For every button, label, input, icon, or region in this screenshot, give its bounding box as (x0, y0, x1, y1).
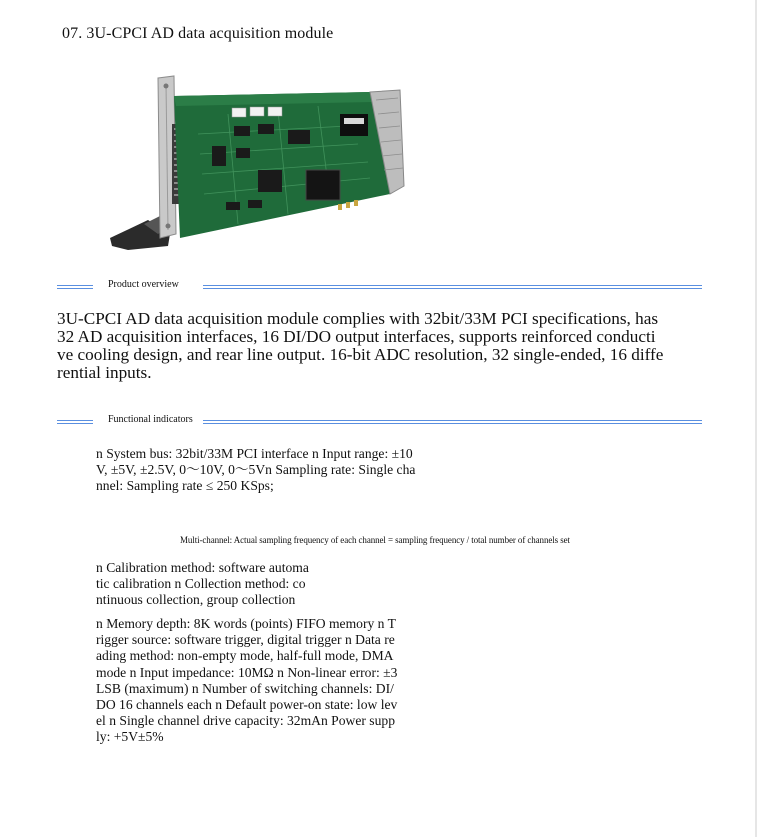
sampling-note: Multi-channel: Actual sampling frequency of each channel = sampling frequency / total number of channels set (180, 535, 570, 545)
indicator-line: V, ±5V, ±2.5V, 0〜10V, 0〜5Vn Sampling rate: Single cha (96, 462, 416, 478)
section-label: Functional indicators (108, 414, 193, 425)
indicator-line: mode n Input impedance: 10MΩ n Non-linear error: ±3 (96, 664, 398, 680)
indicator-line: tic calibration n Collection method: co (96, 576, 306, 592)
indicators-block-3 (96, 616, 397, 746)
indicator-line: LSB (maximum) n Number of switching channels: DI/ (96, 680, 394, 696)
indicator-line: rigger source: software trigger, digital trigger n Data re (96, 632, 395, 648)
section-line-right (203, 420, 702, 424)
indicator-line: n Memory depth: 8K words (points) FIFO memory n T (96, 616, 396, 631)
overview-line: 3U-CPCI AD data acquisition module complies with 32bit/33M PCI specifications, has (57, 309, 659, 328)
indicators-block-2 (96, 560, 309, 609)
overview-line: rential inputs. (57, 363, 152, 382)
page-title: 07. 3U-CPCI AD data acquisition module (62, 25, 334, 42)
section-label: Product overview (108, 279, 179, 290)
indicator-line: nnel: Sampling rate ≤ 250 KSps; (96, 478, 274, 494)
section-header-overview (57, 280, 702, 294)
indicators-block-1 (96, 446, 415, 495)
product-overview-text (57, 310, 697, 382)
indicator-line: ading method: non-empty mode, half-full mode, DMA (96, 648, 394, 664)
indicator-line: ntinuous collection, group collection (96, 592, 296, 608)
section-line-left (57, 285, 93, 289)
product-photo (108, 74, 406, 252)
section-line-left (57, 420, 93, 424)
overview-line: ve cooling design, and rear line output. 16-bit ADC resolution, 32 single-ended, 16 diffe (57, 345, 664, 364)
indicator-line: ly: +5V±5% (96, 729, 164, 745)
page-right-edge (755, 0, 757, 837)
indicator-line: el n Single channel drive capacity: 32mAn Power supp (96, 713, 395, 729)
overview-line: 32 AD acquisition interfaces, 16 DI/DO output interfaces, supports reinforced conducti (57, 327, 656, 346)
indicator-line: n System bus: 32bit/33M PCI interface n Input range: ±10 (96, 446, 413, 461)
section-header-indicators (57, 415, 702, 429)
indicator-line: n Calibration method: software automa (96, 560, 309, 575)
section-line-right (203, 285, 702, 289)
indicator-line: DO 16 channels each n Default power-on state: low lev (96, 697, 398, 713)
